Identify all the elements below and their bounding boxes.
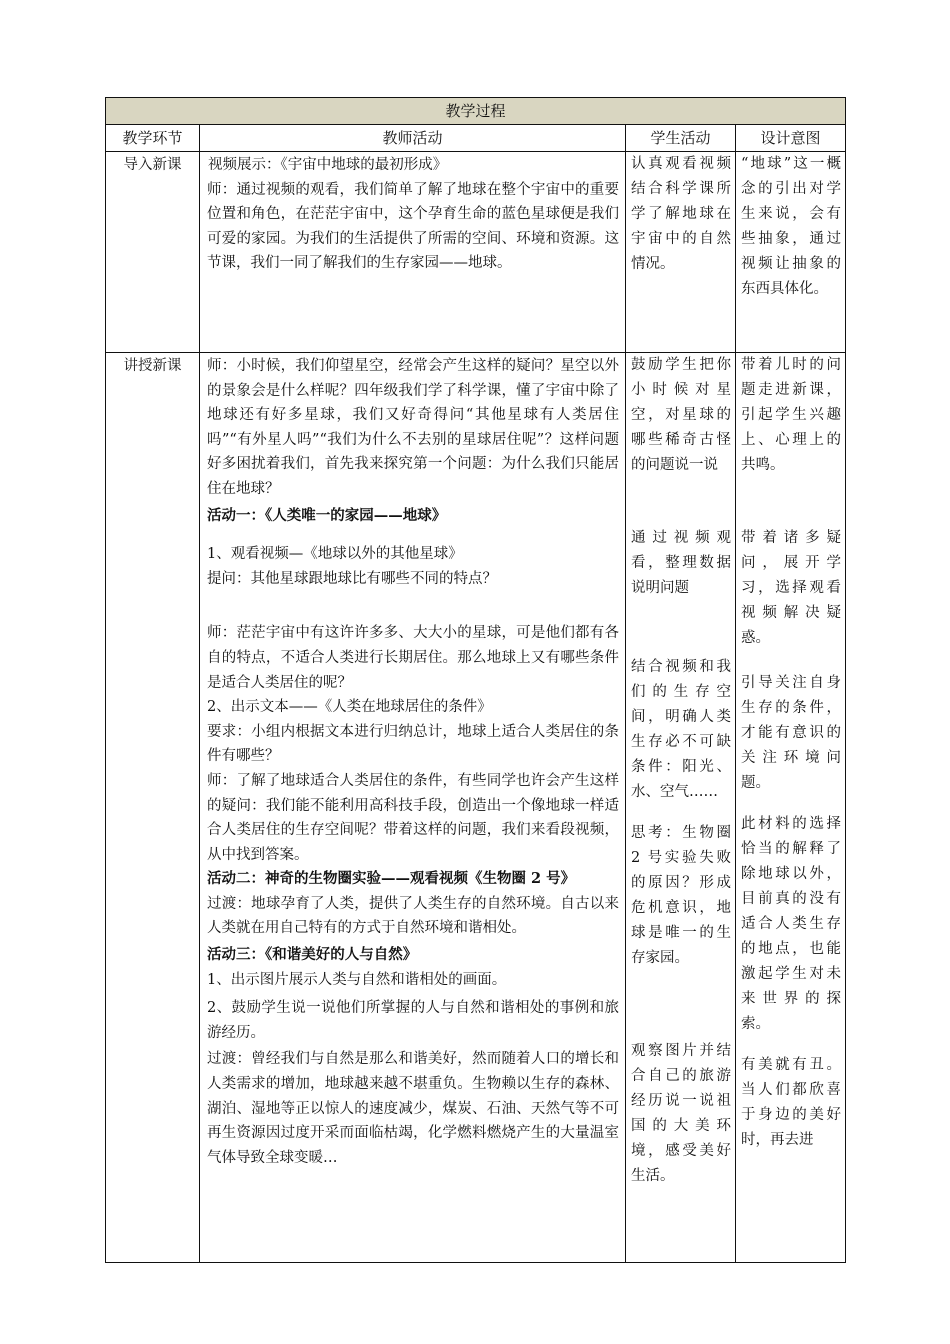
student-text: 观察图片并结合自己的旅游经历说一说祖国的大美环境，感受美好生活。 — [631, 1043, 731, 1184]
header-student-activity: 学生活动 — [626, 125, 736, 152]
stage-label: 导入新课 — [106, 152, 200, 353]
table-title: 教学过程 — [106, 98, 846, 125]
activity-1-title: 活动一：《人类唯一的家园——地球》 — [207, 506, 447, 524]
activity-3-step-2: 2、鼓励学生说一说他们所掌握的人与自然和谐相处的事例和旅游经历。 — [207, 1000, 619, 1041]
row-introduction — [106, 152, 846, 353]
design-text: 此材料的选择恰当的解释了除地球以外，目前真的没有适合人类生存的地点，也能激起学生对未来世界的探索。 — [741, 816, 842, 1032]
design-text: 有美就有丑。当人们都欣喜于身边的美好时，再去进 — [741, 1057, 842, 1148]
header-stage: 教学环节 — [106, 125, 200, 152]
design-text: 带着诸多疑问，展开学习，选择观看视频解决疑惑。 — [741, 530, 842, 646]
design-text: 引导关注自身生存的条件，才能有意识的关注环境问题。 — [741, 675, 842, 791]
activity-3-step-1: 1、出示图片展示人类与自然和谐相处的画面。 — [207, 971, 507, 988]
design-intent-cell — [736, 353, 846, 1263]
header-teacher-activity: 教师活动 — [200, 125, 626, 152]
student-text: 通过视频观看，整理数据说明问题 — [631, 530, 731, 596]
stage-label: 讲授新课 — [106, 353, 200, 1263]
activity-1-teacher-2: 师：了解了地球适合人类居住的条件，有些同学也许会产生这样的疑问：我们能不能利用高科技手段，创造出一个像地球一样适合人类居住的生存空间呢？带着这样的问题，我们来看段视频，从中找到答案。 — [207, 772, 619, 863]
activity-1-step-1: 1、观看视频—《地球以外的其他星球》 — [207, 546, 463, 563]
row-new-lesson — [106, 353, 846, 1263]
student-activity-cell — [626, 353, 736, 1263]
student-text: 认真观看视频结合科学课所学了解地球在宇宙中的自然情况。 — [631, 156, 731, 272]
design-intent-cell — [736, 152, 846, 353]
activity-1-question: 提问：其他星球跟地球比有哪些不同的特点？ — [207, 570, 497, 587]
student-text: 结合视频和我们的生存空间，明确人类生存必不可缺条件：阳光、水、空气…… — [631, 659, 731, 800]
activity-2-transition: 过渡：地球孕育了人类，提供了人类生存的自然环境。自古以来人类就在用自己特有的方式于自然环境和谐相处。 — [207, 895, 619, 937]
activity-1-step-2: 2、出示文本——《人类在地球居住的条件》 — [207, 699, 492, 716]
student-text: 鼓励学生把你小时候对星空，对星球的哪些稀奇古怪的问题说一说 — [631, 357, 731, 473]
activity-3-transition: 过渡：曾经我们与自然是那么和谐美好，然而随着人口的增长和人类需求的增加，地球越来越不堪重负。生物赖以生存的森林、湖泊、湿地等正以惊人的速度减少，煤炭、石油、天然气等不可再生资源因过度开采而面临枯竭，化学燃料燃烧产生的大量温室气体导致全球变暖… — [207, 1051, 619, 1166]
activity-1-teacher: 师：茫茫宇宙中有这许许多多、大大小的星球，可是他们都有各自的特点，不适合人类进行长期居住。那么地球上又有哪些条件是适合人类居住的呢？ — [207, 625, 619, 691]
activity-3-title: 活动三：《和谐美好的人与自然》 — [207, 946, 418, 964]
teaching-process-table — [105, 97, 846, 1263]
header-row — [106, 125, 846, 152]
teacher-activity-cell — [200, 353, 626, 1263]
table-title-row — [106, 98, 846, 125]
teacher-intro: 师：小时候，我们仰望星空，经常会产生这样的疑问？星空以外的景象会是什么样呢？四年级我们学了科学课，懂了宇宙中除了地球还有好多星球，我们又好奇得问“其他星球有人类居住吗”“有外星人吗”“我们为什么不去别的星球居住呢”？这样问题好多困扰着我们，首先我来探究第一个问题：为什么我们只能居住在地球？ — [207, 358, 619, 497]
teacher-text: 师：通过视频的观看，我们简单了解了地球在整个宇宙中的重要位置和角色，在茫茫宇宙中，这个孕育生命的蓝色星球便是我们可爱的家园。为我们的生活提供了所需的空间、环境和资源。这节课，我们一同了解我们的生存家园——地球。 — [207, 181, 619, 272]
activity-1-requirement: 要求：小组内根据文本进行归纳总计，地球上适合人类居住的条件有哪些？ — [207, 723, 619, 765]
teacher-activity-cell — [200, 152, 626, 353]
header-design-intent: 设计意图 — [736, 125, 846, 152]
design-text: “地球”这一概念的引出对学生来说，会有些抽象，通过视频让抽象的东西具体化。 — [741, 156, 842, 297]
student-text: 思考：生物圈 2 号实验失败的原因？形成危机意识，地球是唯一的生存家园。 — [631, 825, 731, 966]
activity-2-title: 活动二：神奇的生物圈实验——观看视频《生物圈 2 号》 — [207, 870, 576, 888]
student-activity-cell — [626, 152, 736, 353]
design-text: 带着儿时的问题走进新课，引起学生兴趣上、心理上的共鸣。 — [741, 357, 842, 473]
lesson-process-sheet — [105, 97, 846, 1263]
teacher-text: 视频展示：《宇宙中地球的最初形成》 — [208, 157, 448, 173]
